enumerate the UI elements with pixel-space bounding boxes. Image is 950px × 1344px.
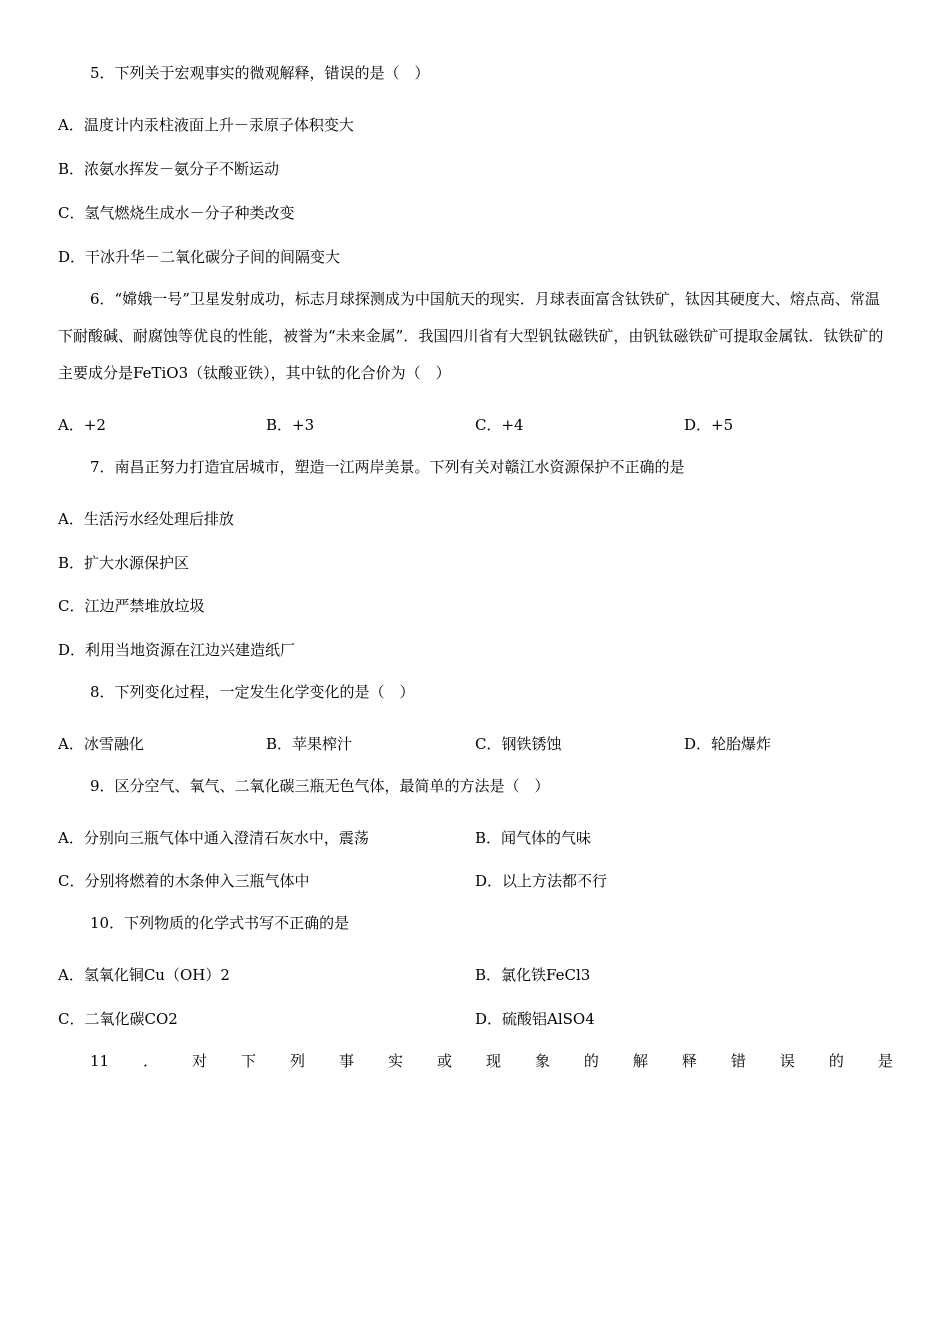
question-5-stem: 5．下列关于宏观事实的微观解释，错误的是（ ） bbox=[90, 64, 430, 82]
question-9-option-a: A．分别向三瓶气体中通入澄清石灰水中，震荡 bbox=[58, 829, 369, 847]
question-11-char: 11 bbox=[90, 1052, 110, 1070]
question-11-char: 误 bbox=[779, 1052, 795, 1070]
question-10-option-a: A．氢氧化铜Cu（OH）2 bbox=[58, 966, 230, 984]
question-7-option-b: B．扩大水源保护区 bbox=[58, 554, 190, 572]
question-8-option-a: A．冰雪融化 bbox=[58, 735, 144, 753]
question-11-char: 对 bbox=[192, 1052, 208, 1070]
question-6-option-b: B．+3 bbox=[266, 416, 315, 434]
question-11-char: 错 bbox=[730, 1052, 746, 1070]
question-5-option-c: C．氢气燃烧生成水－分子种类改变 bbox=[58, 204, 295, 222]
question-6-stem: 6．“嫦娥一号”卫星发射成功，标志月球探测成为中国航天的现实．月球表面富含钛铁矿，钛因其硬度大、熔点高、常温下耐酸碱、耐腐蚀等优良的性能，被誉为“未来金属”．我国四川省有大型钒钛磁铁矿，由钒钛磁铁矿可提取金属钛．钛铁矿的主要成分是FeTiO3（钛酸亚铁），其中钛的化合价为（ ） bbox=[58, 290, 884, 382]
question-11-char: 解 bbox=[632, 1052, 648, 1070]
question-9-option-d: D．以上方法都不行 bbox=[475, 872, 608, 890]
question-10-option-c: C．二氧化碳CO2 bbox=[58, 1010, 178, 1028]
question-11-char: 的 bbox=[583, 1052, 599, 1070]
question-7-option-d: D．利用当地资源在江边兴建造纸厂 bbox=[58, 641, 296, 659]
question-11-char: 象 bbox=[534, 1052, 550, 1070]
question-11-char: 的 bbox=[828, 1052, 844, 1070]
question-9-stem: 9．区分空气、氧气、二氧化碳三瓶无色气体，最简单的方法是（ ） bbox=[90, 777, 550, 795]
question-5-option-d: D．干冰升华－二氧化碳分子间的间隔变大 bbox=[58, 248, 341, 266]
question-6-option-a: A．+2 bbox=[58, 416, 106, 434]
question-5-option-b: B．浓氨水挥发－氨分子不断运动 bbox=[58, 160, 280, 178]
question-11-char: 释 bbox=[681, 1052, 697, 1070]
question-11-char: 是 bbox=[877, 1052, 893, 1070]
question-6-option-d: D．+5 bbox=[684, 416, 734, 434]
question-8-option-c: C．钢铁锈蚀 bbox=[475, 735, 562, 753]
question-8-option-b: B．苹果榨汁 bbox=[266, 735, 353, 753]
question-9-option-c: C．分别将燃着的木条伸入三瓶气体中 bbox=[58, 872, 310, 890]
question-11-char: 下 bbox=[241, 1052, 257, 1070]
question-11-stem bbox=[90, 1051, 893, 1071]
question-11-char: 或 bbox=[436, 1052, 452, 1070]
question-8-option-d: D．轮胎爆炸 bbox=[684, 735, 772, 753]
question-11-char: 事 bbox=[339, 1052, 355, 1070]
question-7-option-a: A．生活污水经处理后排放 bbox=[58, 510, 234, 528]
question-5-option-a: A．温度计内汞柱液面上升－汞原子体积变大 bbox=[58, 116, 354, 134]
question-11-char: ． bbox=[143, 1052, 159, 1070]
question-7-stem: 7．南昌正努力打造宜居城市，塑造一江两岸美景。下列有关对赣江水资源保护不正确的是 bbox=[90, 458, 685, 476]
question-6-option-c: C．+4 bbox=[475, 416, 524, 434]
question-10-option-d: D．硫酸铝AlSO4 bbox=[475, 1010, 595, 1028]
question-7-option-c: C．江边严禁堆放垃圾 bbox=[58, 597, 205, 615]
question-9-option-b: B．闻气体的气味 bbox=[475, 829, 592, 847]
question-11-char: 实 bbox=[387, 1052, 403, 1070]
question-11-char: 现 bbox=[485, 1052, 501, 1070]
question-11-char: 列 bbox=[290, 1052, 306, 1070]
question-10-option-b: B．氯化铁FeCl3 bbox=[475, 966, 591, 984]
question-8-stem: 8．下列变化过程，一定发生化学变化的是（ ） bbox=[90, 683, 415, 701]
question-10-stem: 10．下列物质的化学式书写不正确的是 bbox=[90, 914, 350, 932]
